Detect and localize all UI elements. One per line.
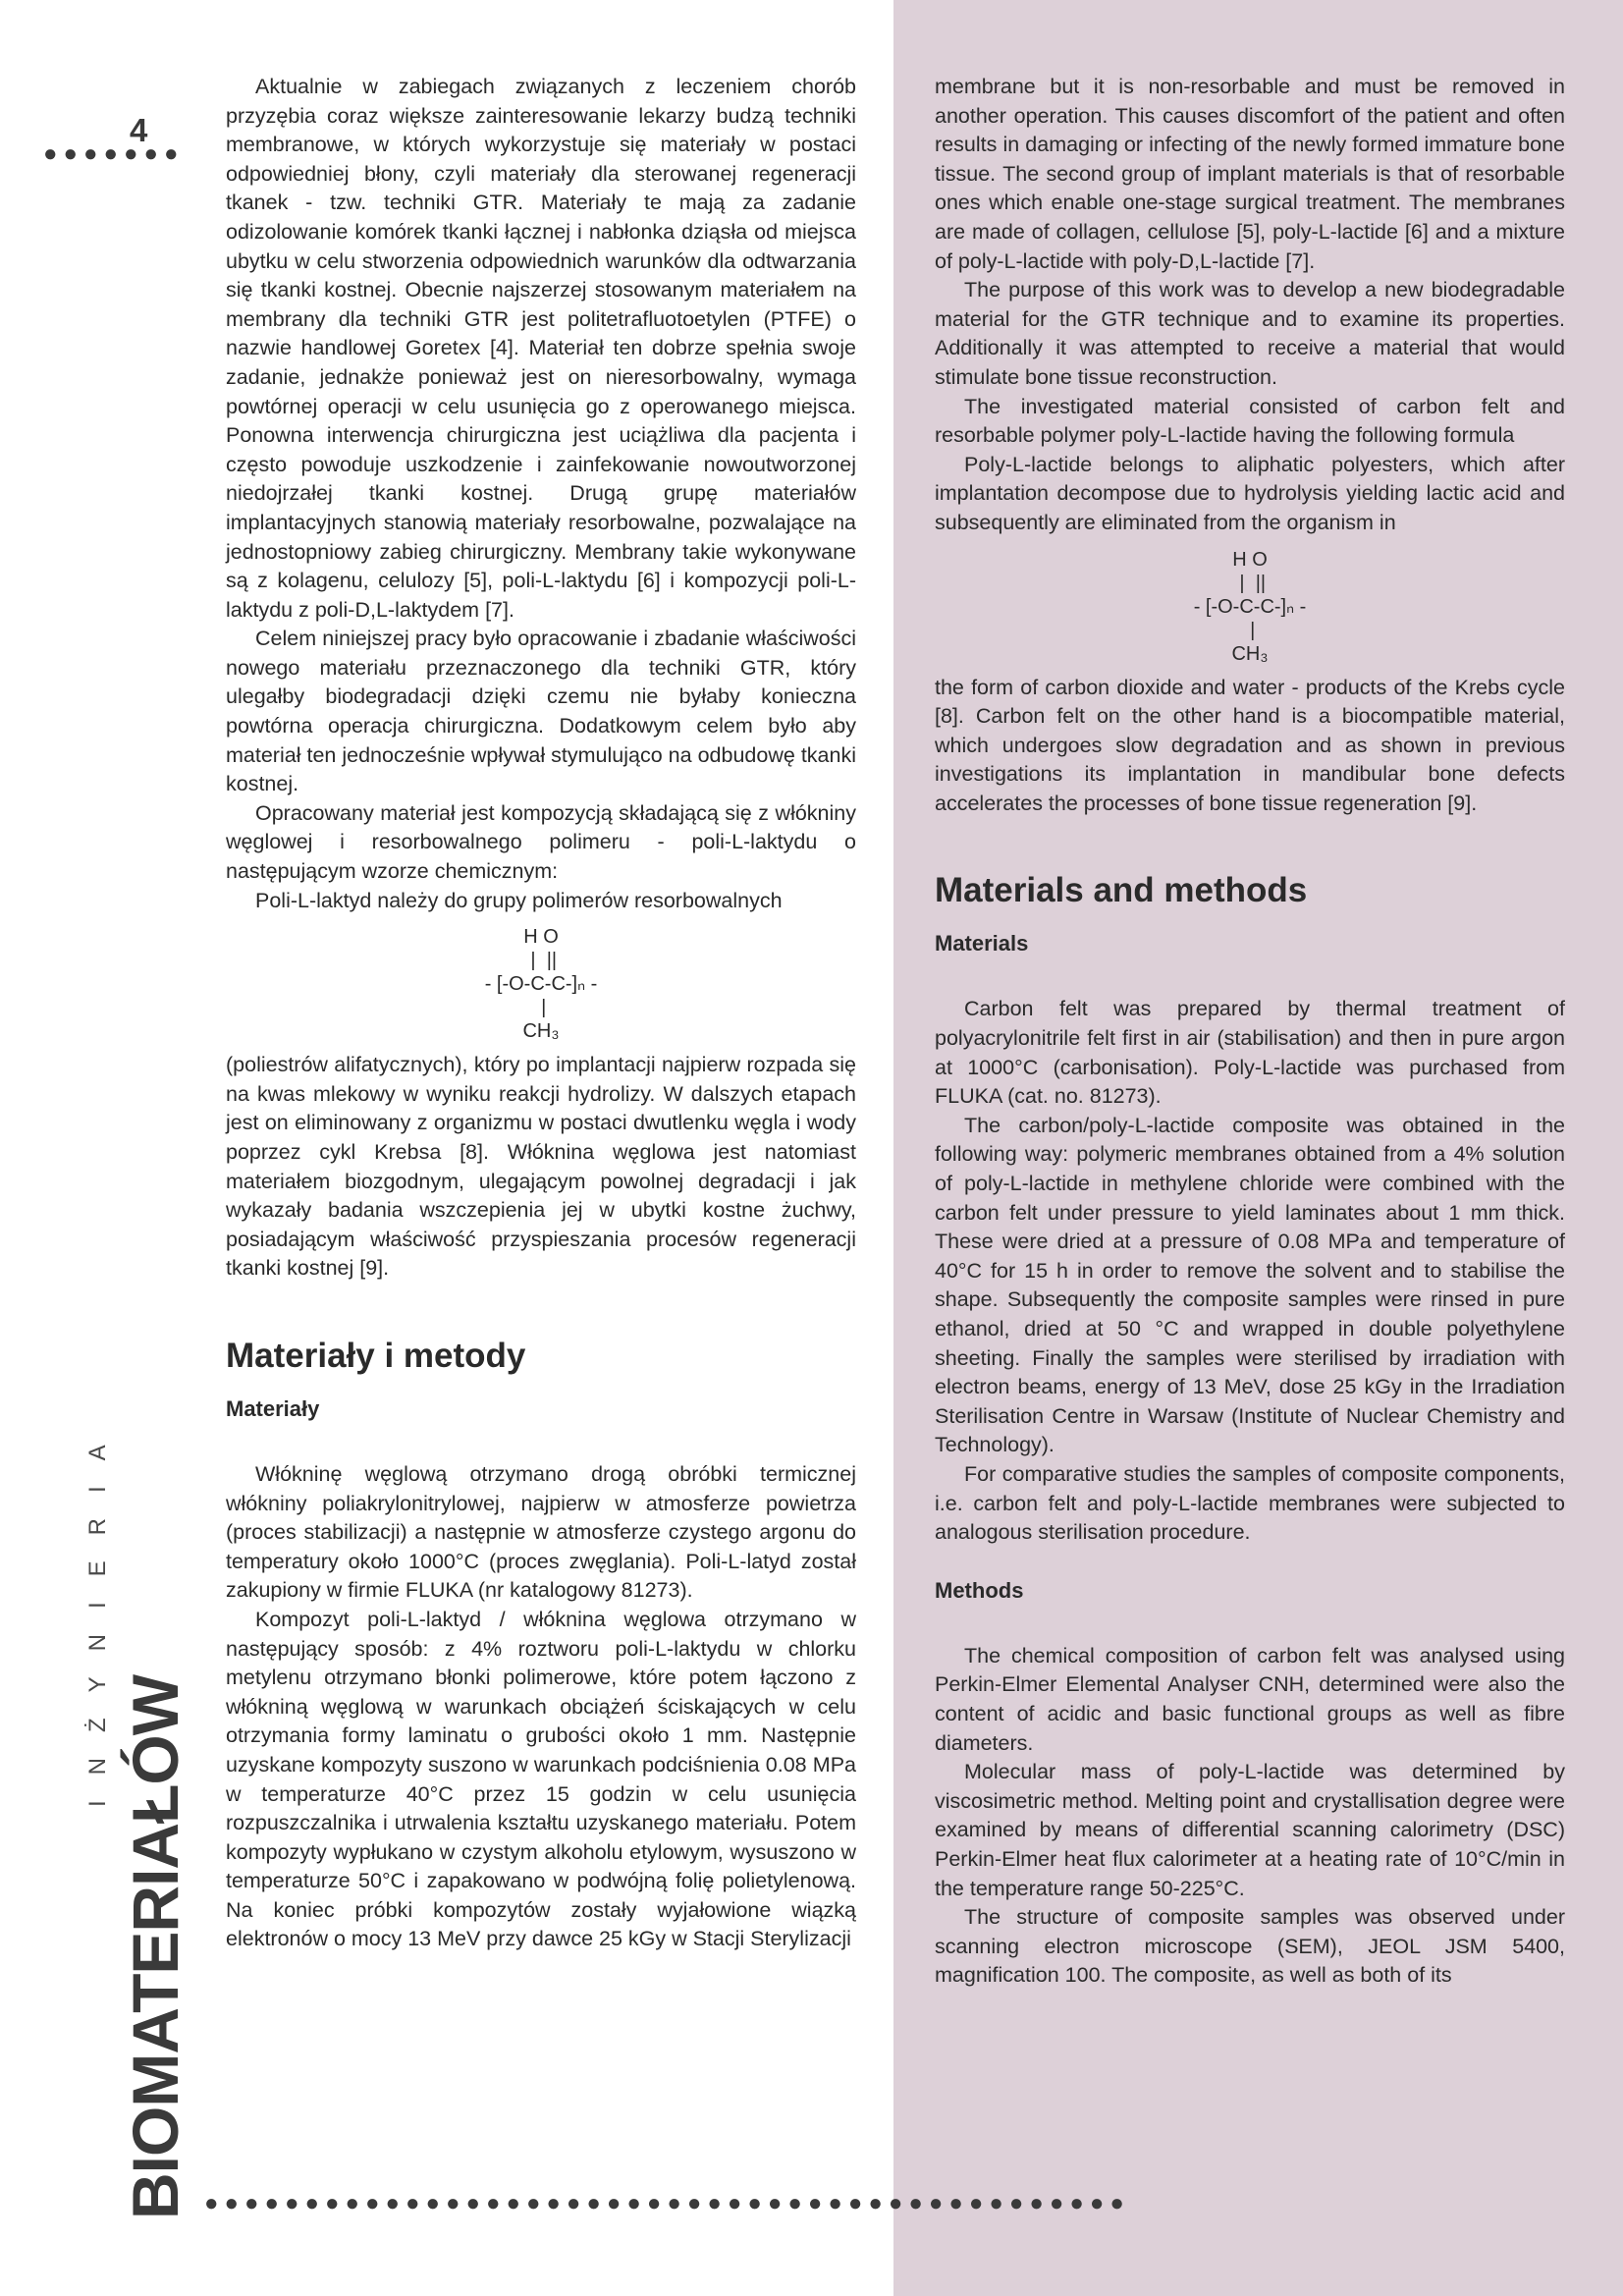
section-heading: Materiały i metody: [226, 1336, 526, 1375]
formula-line: |: [535, 997, 547, 1019]
logo-sub-text: INŻYNIERIA: [84, 1419, 111, 1807]
paragraph: Celem niniejszej pracy było opracowanie i zbadanie właściwości nowego materiału przeznaczonego dla techniki GTR, który ulegałby biodegradacji dzięki czemu nie byłaby konieczna powtórna operacja chirurgiczna. Dodatkowym celem było aby materiał ten jednocześnie wpływał stymulująco na odbudowę tkanki kostnej.: [226, 627, 856, 796]
subsection-heading: Materiały: [226, 1395, 320, 1421]
left-column: [226, 73, 856, 1954]
right-column: [935, 73, 1565, 1991]
page-number: 4: [130, 112, 148, 148]
paragraph: Kompozyt poli-L-laktyd / włóknina węglowa otrzymano w następujący sposób: z 4% roztworu poli-L-laktydu w chlorku metylenu otrzymano błonki polimerowe, które potem łączono z włókniną węglową w warunkach obciążeń ściskających w celu otrzymania formy laminatu o grubości około 1 mm. Następnie uzyskane kompozyty suszono w warunkach podciśnienia 0.08 MPa w temperaturze 40°C przez 15 godzin w celu usunięcia rozpuszczalnika i utrwalenia kształtu uzyskanego materiału. Potem kompozyty wypłukano w czystym alkoholu etylowym, wysuszono w temperaturze 50°C i zapakowano w podwójną folię polietylenową. Na koniec próbki kompozytów zostały wyjałowione wiązką elektronów o mocy 13 MeV przy dawce 25 kGy w Stacji Sterylizacji: [226, 1607, 856, 1951]
logo-main-text: BIOMATERIAŁÓW: [119, 1674, 191, 2219]
formula-line: | ||: [1233, 572, 1267, 594]
chemical-formula: [226, 925, 856, 1043]
paragraph: The carbon/poly-L-lactide composite was obtained in the following way: polymeric membranes obtained from a 4% solution of poly-L-lactide in methylene chloride were combined with the carbon felt under pressure to yield laminates about 1 mm thick. These were dried at a pressure of 0.08 MPa and temperature of 40°C for 15 h in order to remove the solvent and to stabilise the shape. Subsequently the composite samples were rinsed in pure ethanol, dried at 50 °C and wrapped in double polyethylene sheeting. Finally the samples were sterilised by irradiation with electron beams, energy of 13 MeV, dose 25 kGy in the Irradiation Sterilisation Centre in Warsaw (Institute of Nuclear Chemistry and Technology).: [935, 1113, 1565, 1457]
paragraph: the form of carbon dioxide and water - products of the Krebs cycle [8]. Carbon felt on the other hand is a biocompatible material, which undergoes slow degradation and as shown in previous investigations its implantation in mandibular bone defects accelerates the processes of bone tissue regeneration [9].: [935, 675, 1565, 815]
decorative-dots-top: ●●●●●●●: [43, 140, 185, 167]
chemical-formula: [935, 548, 1565, 666]
formula-line: - [-O-C-C-]ₙ -: [484, 973, 598, 996]
formula-line: H O: [1232, 548, 1268, 571]
formula-line: CH₃: [522, 1020, 560, 1043]
paragraph: Poly-L-lactide belongs to aliphatic polyesters, which after implantation decompose due to hydrolysis yielding lactic acid and subsequently are eliminated from the organism in: [935, 452, 1565, 534]
formula-line: | ||: [524, 950, 558, 972]
subsection-heading: Methods: [935, 1577, 1024, 1603]
formula-line: - [-O-C-C-]ₙ -: [1193, 595, 1307, 618]
formula-line: H O: [523, 926, 559, 949]
paragraph: Carbon felt was prepared by thermal treatment of polyacrylonitrile felt first in air (stabilisation) and then in pure argon at 1000°C (carbonisation). Poly-L-lactide was purchased from FLUKA (cat. no. 81273).: [935, 997, 1565, 1109]
paragraph: The investigated material consisted of carbon felt and resorbable polymer poly-L-lactide having the following formula: [935, 394, 1565, 448]
paragraph: The chemical composition of carbon felt was analysed using Perkin-Elmer Elemental Analyser CNH, determined were also the content of acidic and basic functional groups as well as fibre diameters.: [935, 1643, 1565, 1755]
journal-logo: [84, 1419, 192, 2219]
paragraph: membrane but it is non-resorbable and must be removed in another operation. This causes discomfort of the patient and often results in damaging or infecting of the newly formed immature bone tissue. The second group of implant materials is that of resorbable ones which enable one-stage surgical treatment. The membranes are made of collagen, cellulose [5], poly-L-lactide [6] and a mixture of poly-L-lactide with poly-D,L-lactide [7].: [935, 75, 1565, 273]
paragraph: The purpose of this work was to develop a new biodegradable material for the GTR technique and to examine its properties. Additionally it was attempted to receive a material that would stimulate bone tissue reconstruction.: [935, 278, 1565, 389]
subsection-heading: Materials: [935, 931, 1029, 957]
section-heading: Materials and methods: [935, 871, 1308, 910]
paragraph: Opracowany materiał jest kompozycją składającą się z włókniny węglowej i resorbowalnego polimeru - poli-L-laktydu o następującym wzorze chemicznym:: [226, 800, 856, 884]
paragraph: Poli-L-laktyd należy do grupy polimerów resorbowalnych: [255, 888, 783, 912]
paragraph: Włókninę węglową otrzymano drogą obróbki termicznej włókniny poliakrylonitrylowej, najpierw w atmosferze powietrza (proces stabilizacji) a następnie w atmosferze czystego argonu do temperatury około 1000°C (proces zwęglania). Poli-L-latyd został zakupiony w firmie FLUKA (nr katalogowy 81273).: [226, 1461, 856, 1603]
formula-line: CH₃: [1231, 642, 1269, 665]
formula-line: |: [1244, 619, 1256, 641]
paragraph: Molecular mass of poly-L-lactide was determined by viscosimetric method. Melting point and crystallisation degree were examined by means of differential scanning calorimetry (DSC) Perkin-Elmer heat flux calorimeter at a heating rate of 10°C/min in the temperature range 50-225°C.: [935, 1760, 1565, 1900]
decorative-dots-bottom: ●●●●●●●●●●●●●●●●●●●●●●●●●●●●●●●●●●●●●●●●●●●●●●: [204, 2190, 1130, 2216]
paragraph: Aktualnie w zabiegach związanych z leczeniem chorób przyzębia coraz większe zainteresowanie lekarzy budzą techniki membranowe, w których wykorzystuje się materiały w postaci odpowiedniej błony, czyli materiały dla sterowanej regeneracji tkanek - tzw. techniki GTR. Materiały te mają za zadanie odizolowanie komórek tkanki łącznej i nabłonka dziąsła od miejsca ubytku w celu stworzenia odpowiednich warunków dla odtwarzania się tkanki kostnej. Obecnie najszerzej stosowanym materiałem na membrany dla techniki GTR jest politetrafluotoetylen (PTFE) o nazwie handlowej Goretex [4]. Materiał ten dobrze spełnia swoje zadanie, jednakże ponieważ jest on nieresorbowalny, wymaga powtórnej operacji w celu usunięcia go z operowanego miejsca. Ponowna interwencja chirurgiczna jest uciążliwa dla pacjenta i często powoduje uszkodzenie i zainfekowanie nowoutworzonej niedojrzałej tkanki kostnej. Drugą grupę materiałów implantacyjnych stanowią materiały resorbowalne, pozwalające na jednostopniowy zabieg chirurgiczny. Membrany takie wykonywane są z kolagenu, celulozy [5], poli-L-laktydu [6] i kompozycji poli-L-laktydu z poli-D,L-laktydem [7].: [226, 75, 856, 622]
paragraph: For comparative studies the samples of composite components, i.e. carbon felt and poly-L-lactide membranes were subjected to analogous sterilisation procedure.: [935, 1461, 1565, 1545]
paragraph: The structure of composite samples was observed under scanning electron microscope (SEM), JEOL JSM 5400, magnification 100. The composite, as well as both of its: [935, 1905, 1565, 1988]
paragraph: (poliestrów alifatycznych), który po implantacji najpierw rozpada się na kwas mlekowy w wyniku reakcji hydrolizy. W dalszych etapach jest on eliminowany z organizmu w postaci dwutlenku węgla i wody poprzez cykl Krebsa [8]. Włóknina węglowa jest natomiast materiałem biozgodnym, ulegającym powolnej degradacji i jak wykazały badania wszczepienia jej w ubytki kostne żuchwy, posiadającym właściwość przyspieszania procesów regeneracji tkanki kostnej [9].: [226, 1053, 856, 1281]
